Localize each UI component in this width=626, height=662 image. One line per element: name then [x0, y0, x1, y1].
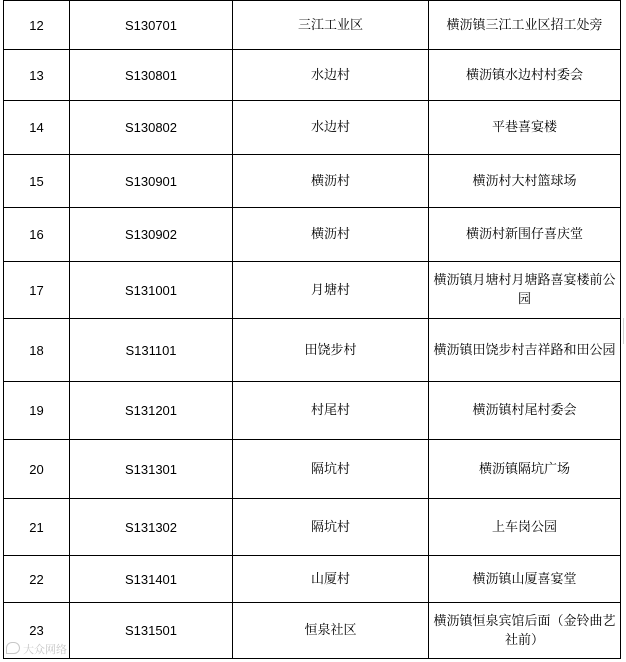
edge-marker — [623, 318, 624, 344]
row-number: 22 — [4, 556, 70, 603]
area-name: 水边村 — [233, 50, 429, 101]
location-address: 横沥镇水边村村委会 — [429, 50, 621, 101]
row-number: 14 — [4, 101, 70, 155]
table-row — [4, 603, 621, 659]
location-address: 横沥镇田饶步村吉祥路和田公园 — [429, 319, 621, 382]
site-code: S131401 — [70, 556, 233, 603]
row-number: 12 — [4, 1, 70, 50]
area-name: 水边村 — [233, 101, 429, 155]
table-row — [4, 155, 621, 208]
location-address: 横沥镇隔坑广场 — [429, 440, 621, 499]
row-number: 13 — [4, 50, 70, 101]
area-name: 三江工业区 — [233, 1, 429, 50]
site-code: S131302 — [70, 499, 233, 556]
site-code: S131301 — [70, 440, 233, 499]
location-address: 横沥镇山厦喜宴堂 — [429, 556, 621, 603]
site-code: S130801 — [70, 50, 233, 101]
location-address: 横沥镇恒泉宾馆后面（金铃曲艺社前） — [429, 603, 621, 659]
area-name: 横沥村 — [233, 208, 429, 262]
area-name: 恒泉社区 — [233, 603, 429, 659]
site-code: S131501 — [70, 603, 233, 659]
location-address: 横沥镇三江工业区招工处旁 — [429, 1, 621, 50]
site-code: S130902 — [70, 208, 233, 262]
area-name: 横沥村 — [233, 155, 429, 208]
location-address: 平巷喜宴楼 — [429, 101, 621, 155]
chat-bubble-icon — [6, 642, 20, 654]
table-row — [4, 50, 621, 101]
row-number: 17 — [4, 262, 70, 319]
row-number: 19 — [4, 382, 70, 440]
row-number: 20 — [4, 440, 70, 499]
location-address: 横沥村新围仔喜庆堂 — [429, 208, 621, 262]
location-address: 上车岗公园 — [429, 499, 621, 556]
site-code: S130802 — [70, 101, 233, 155]
row-number: 15 — [4, 155, 70, 208]
table-row — [4, 262, 621, 319]
row-number: 18 — [4, 319, 70, 382]
row-number: 23 — [4, 603, 70, 659]
row-number: 16 — [4, 208, 70, 262]
site-code: S130701 — [70, 1, 233, 50]
location-table — [3, 0, 621, 659]
area-name: 田饶步村 — [233, 319, 429, 382]
table-row — [4, 319, 621, 382]
table-row — [4, 499, 621, 556]
area-name: 月塘村 — [233, 262, 429, 319]
area-name: 隔坑村 — [233, 440, 429, 499]
area-name: 隔坑村 — [233, 499, 429, 556]
watermark-text: 大众网络 — [23, 643, 67, 656]
row-number: 21 — [4, 499, 70, 556]
location-address: 横沥镇村尾村委会 — [429, 382, 621, 440]
table-row — [4, 101, 621, 155]
location-address: 横沥村大村篮球场 — [429, 155, 621, 208]
area-name: 村尾村 — [233, 382, 429, 440]
site-code: S130901 — [70, 155, 233, 208]
table-row — [4, 1, 621, 50]
table-row — [4, 440, 621, 499]
site-code: S131201 — [70, 382, 233, 440]
site-code: S131101 — [70, 319, 233, 382]
table-row — [4, 382, 621, 440]
location-address: 横沥镇月塘村月塘路喜宴楼前公园 — [429, 262, 621, 319]
watermark — [6, 641, 67, 657]
area-name: 山厦村 — [233, 556, 429, 603]
table-row — [4, 208, 621, 262]
site-code: S131001 — [70, 262, 233, 319]
table-row — [4, 556, 621, 603]
